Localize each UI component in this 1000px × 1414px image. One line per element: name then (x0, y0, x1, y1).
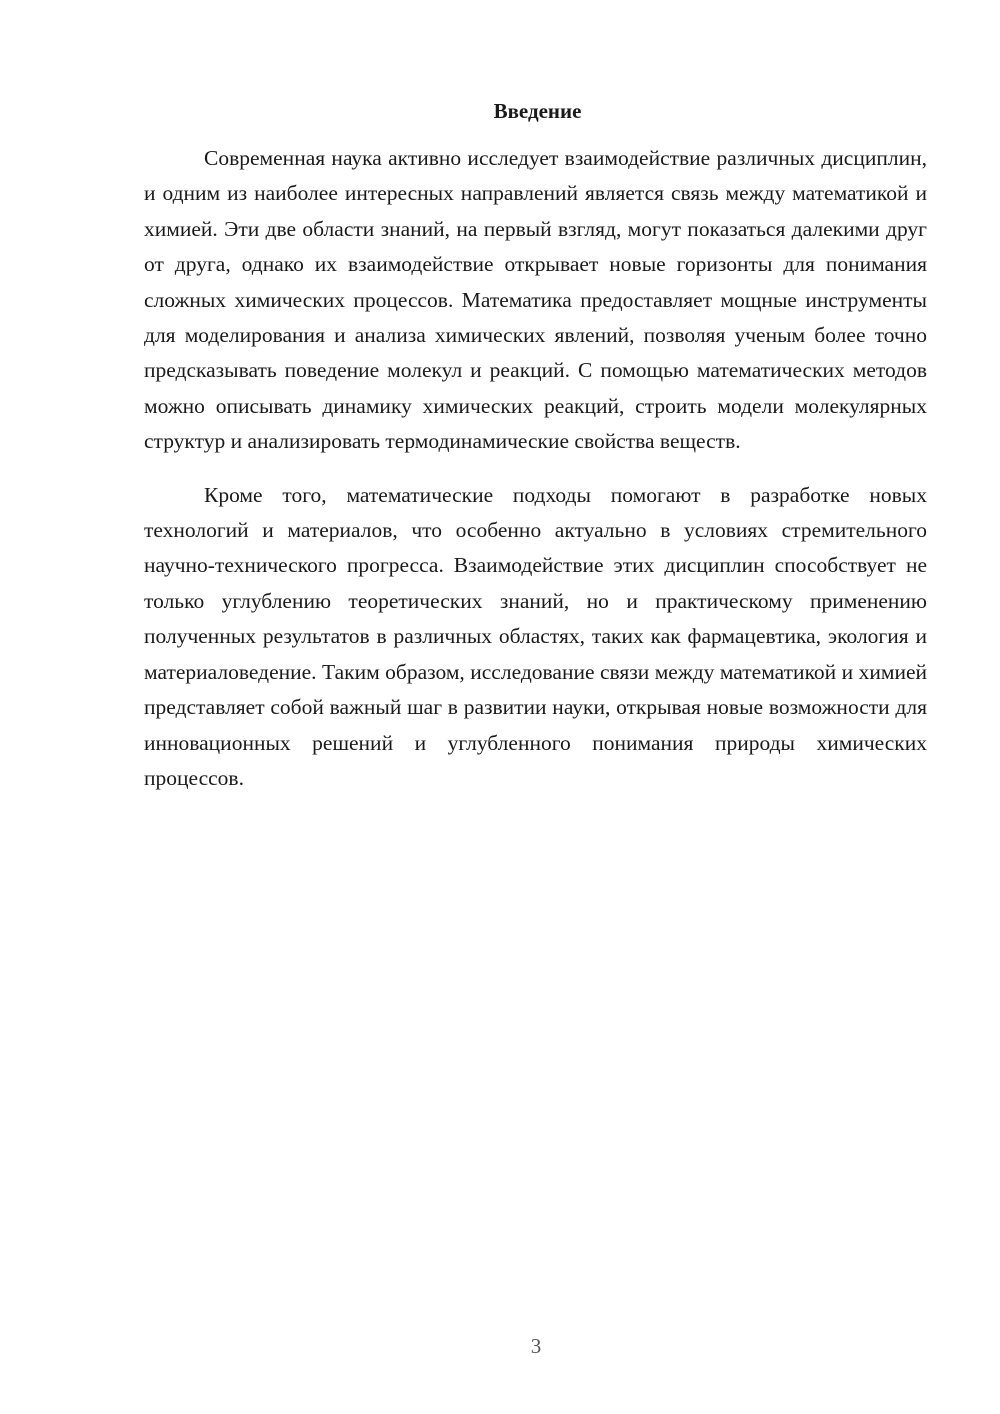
paragraph-intro: Современная наука активно исследует взаимодействие различных дисциплин, и одним из наиболее интересных направлений является связь между математикой и химией. Эти две области знаний, на первый взгляд, могут показаться далекими друг от друга, однако их взаимодействие открывает новые горизонты для понимания сложных химических процессов. Математика предоставляет мощные инструменты для моделирования и анализа химических явлений, позволяя ученым более точно предсказывать поведение молекул и реакций. С помощью математических методов можно описывать динамику химических реакций, строить модели молекулярных структур и анализировать термодинамические свойства веществ. (144, 146, 927, 454)
paragraph-continuation: Кроме того, математические подходы помогают в разработке новых технологий и материалов, что особенно актуально в условиях стремительного научно-технического прогресса. Взаимодействие этих дисциплин способствует не только углублению теоретических знаний, но и практическому применению полученных результатов в различных областях, таких как фармацевтика, экология и материаловедение. Таким образом, исследование связи между математикой и химией представляет собой важный шаг в развитии науки, открывая новые возможности для инновационных решений и углубленного понимания природы химических процессов. (144, 482, 927, 790)
page-number: 3 (530, 1334, 542, 1358)
page-content (144, 96, 927, 796)
section-title: Введение (493, 99, 582, 123)
